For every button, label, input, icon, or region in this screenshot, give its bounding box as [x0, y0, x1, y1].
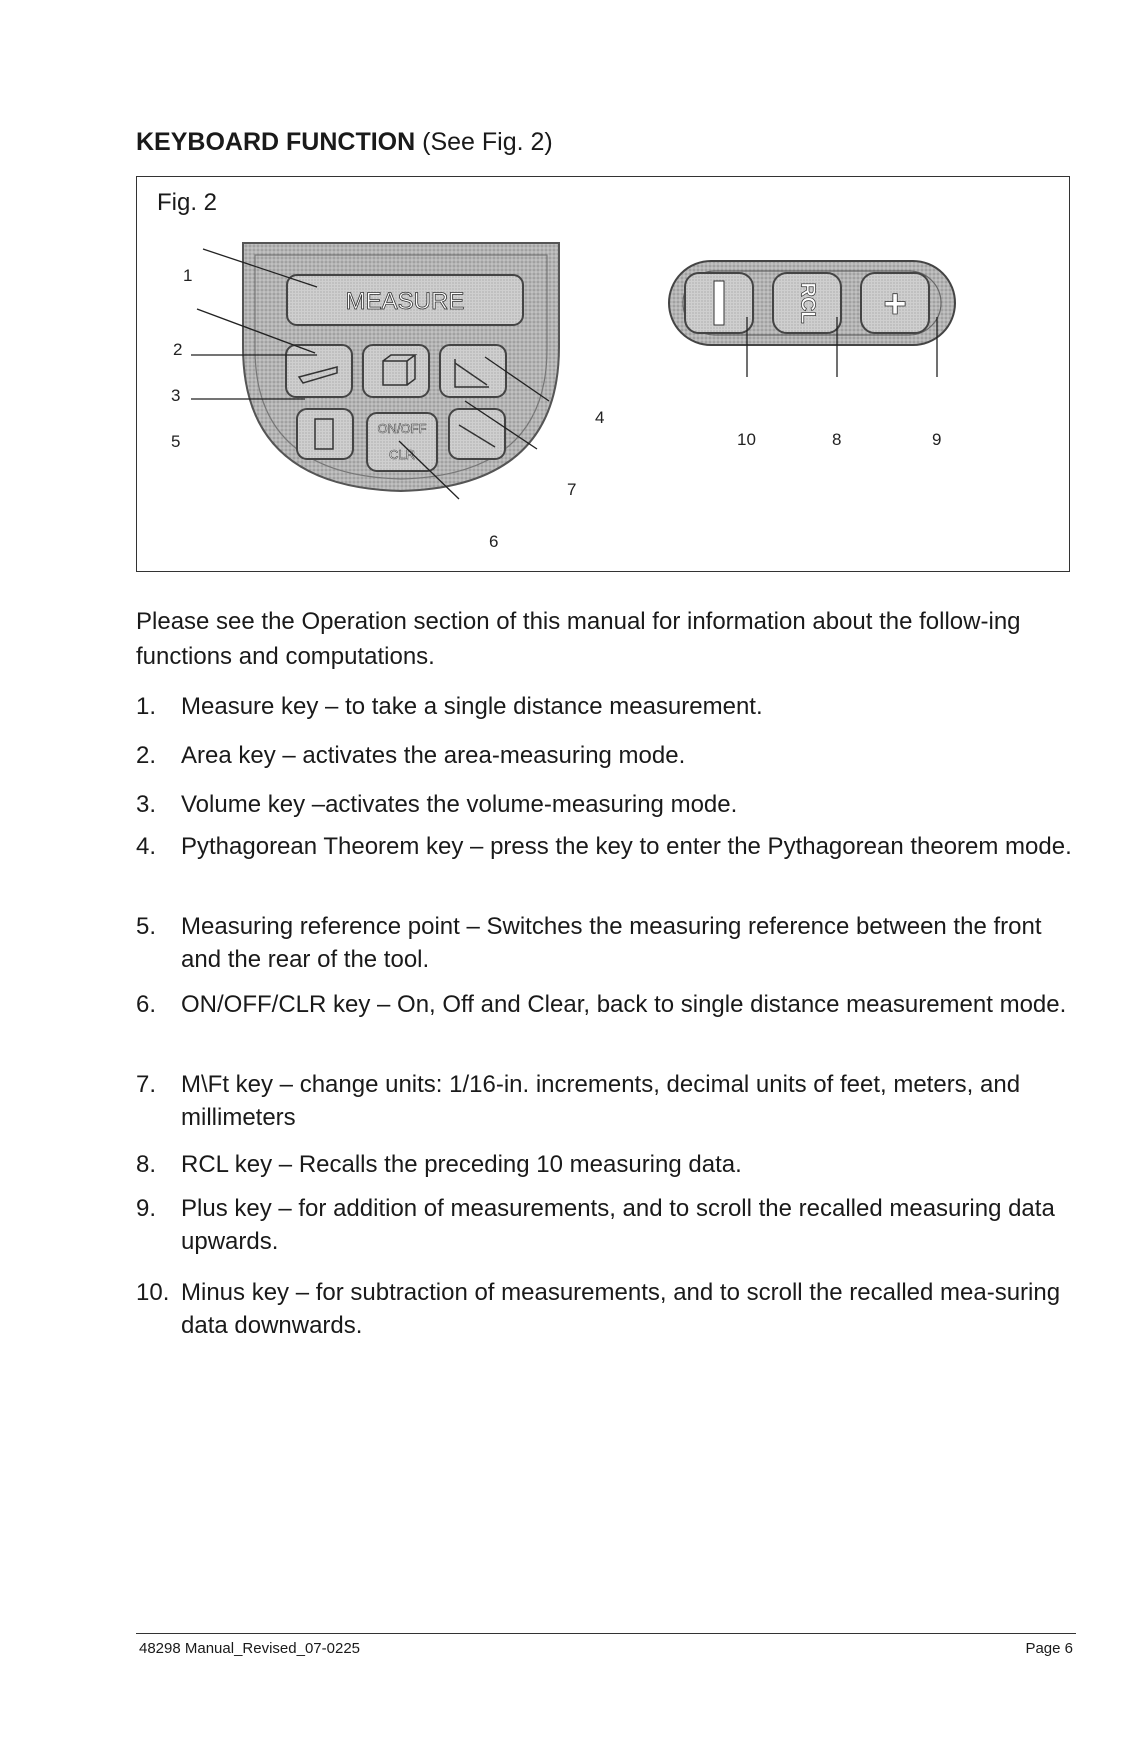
list-item-text: Plus key – for addition of measurements, and to scroll the recalled measuring data upwards. [181, 1195, 1055, 1255]
clr-key-label: CLR [388, 447, 416, 462]
rcl-key-label: RCL [796, 282, 819, 324]
on-off-key-label: ON/OFF [377, 421, 427, 436]
callout-7: 7 [567, 480, 577, 499]
section-heading [136, 127, 553, 157]
intro-text: Please see the Operation section of this manual for information about the follow-ing functions and computations. [136, 608, 1021, 670]
measure-key-label: MEASURE [345, 288, 465, 315]
measure-key [287, 275, 523, 325]
plus-key [861, 273, 929, 333]
list-item-number: 7. [136, 1071, 157, 1098]
intro-paragraph [136, 604, 1076, 674]
callout-10: 10 [737, 430, 756, 449]
list-item-text: RCL key – Recalls the preceding 10 measuring data. [181, 1151, 742, 1178]
list-item-text: ON/OFF/CLR key – On, Off and Clear, back to single distance measurement mode. [181, 991, 1067, 1018]
minus-key [685, 273, 753, 333]
figure-2 [136, 176, 1070, 572]
units-key [449, 409, 505, 459]
list-item-number: 6. [136, 991, 157, 1018]
list-item-number: 2. [136, 742, 157, 769]
list-item-number: 9. [136, 1195, 157, 1222]
footer-document-id: 48298 Manual_Revised_07-0225 [139, 1640, 361, 1657]
callout-1: 1 [183, 266, 193, 285]
callout-6: 6 [489, 532, 499, 551]
callout-4: 4 [595, 408, 605, 427]
volume-key [363, 345, 429, 397]
pythagorean-key [440, 345, 506, 397]
rcl-key [773, 273, 841, 333]
heading-bold: KEYBOARD FUNCTION [136, 128, 416, 156]
callout-5: 5 [171, 432, 181, 451]
on-off-clr-key [367, 413, 437, 471]
area-key [286, 345, 352, 397]
list-item-number: 4. [136, 833, 157, 860]
callout-8: 8 [832, 430, 842, 449]
footer-page-number: Page 6 [1025, 1640, 1073, 1657]
list-item-text: Volume key –activates the volume-measuring mode. [181, 791, 738, 818]
callout-9: 9 [932, 430, 942, 449]
list-item-text: Pythagorean Theorem key – press the key to enter the Pythagorean theorem mode. [181, 833, 1072, 860]
callout-2: 2 [173, 340, 183, 359]
plus-key-label: + [883, 282, 907, 326]
list-item-number: 3. [136, 791, 157, 818]
list-item-number: 10. [136, 1279, 170, 1306]
list-item-number: 5. [136, 913, 157, 940]
memory-key-strip [669, 261, 955, 345]
footer-divider [136, 1633, 1076, 1634]
list-item-number: 1. [136, 693, 157, 720]
heading-reference: (See Fig. 2) [415, 128, 553, 156]
list-item-text: M\Ft key – change units: 1/16-in. increments, decimal units of feet, meters, and millimeters [181, 1071, 1021, 1131]
figure-label: Fig. 2 [157, 189, 218, 216]
list-item-text: Minus key – for subtraction of measurements, and to scroll the recalled mea-suring data downwards. [181, 1279, 1061, 1339]
reference-key [297, 409, 353, 459]
list-item-number: 8. [136, 1151, 157, 1178]
list-item-text: Measure key – to take a single distance measurement. [181, 693, 763, 720]
list-item-text: Measuring reference point – Switches the measuring reference between the front and the rear of the tool. [181, 913, 1042, 973]
list-item-text: Area key – activates the area-measuring mode. [181, 742, 686, 769]
keypad-illustration [137, 177, 1071, 573]
callout-3: 3 [171, 386, 181, 405]
